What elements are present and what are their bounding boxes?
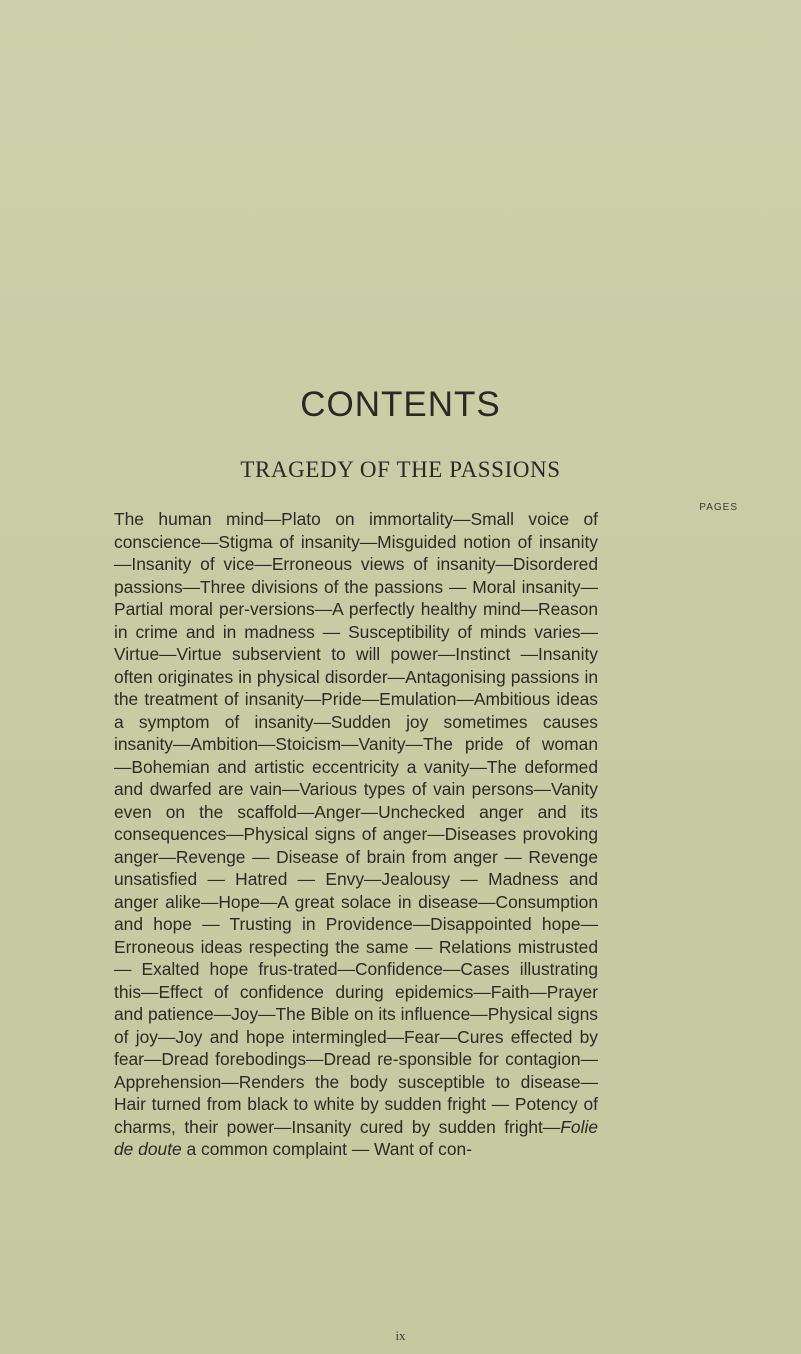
- contents-paragraph: [114, 508, 598, 1161]
- pages-column-label: PAGES: [699, 502, 738, 513]
- section-title: TRAGEDY OF THE PASSIONS: [240, 457, 561, 482]
- page-title: CONTENTS: [300, 385, 501, 424]
- paragraph-italic-phrase: Folie de doute: [114, 1116, 598, 1159]
- paragraph-tail-text: a common complaint — Want of con-: [181, 1139, 472, 1159]
- paragraph-main-text: The human mind—Plato on immortality—Small voice of conscience—Stigma of insanity—Misguided notion of insanity—Insanity of vice—Erroneous views of insanity—Disordered passions—Three divisions of the passions — Moral insanity—Partial moral per-versions—A perfectly healthy mind—Reason in crime and in madness — Susceptibility of minds varies—Virtue—Virtue subservient to will power—Instinct —Insanity often originates in physical disorder—Antagonising passions in the treatment of insanity—Pride—Emulation—Ambitious ideas a symptom of insanity—Sudden joy sometimes causes insanity—Ambition—Stoicism—Vanity—The pride of woman —Bohemian and artistic eccentricity a vanity—The deformed and dwarfed are vain—Various types of vain persons—Vanity even on the scaffold—Anger—Unchecked anger and its consequences—Physical signs of anger—Diseases provoking anger—Revenge — Disease of brain from anger — Revenge unsatisfied — Hatred — Envy—Jealousy — Madness and anger alike—Hope—A great solace in disease—Consumption and hope — Trusting in Providence—Disappointed hope—Erroneous ideas respecting the same — Relations mistrusted — Exalted hope frus-trated—Confidence—Cases illustrating this—Effect of confidence during epidemics—Faith—Prayer and patience—Joy—The Bible on its influence—Physical signs of joy—Joy and hope intermingled—Fear—Cures effected by fear—Dread forebodings—Dread re-sponsible for contagion—Apprehension—Renders the body susceptible to disease—Hair turned from black to white by sudden fright — Potency of charms, their power—Insanity cured by sudden fright—: [114, 509, 598, 1137]
- page-number: ix: [395, 1328, 406, 1343]
